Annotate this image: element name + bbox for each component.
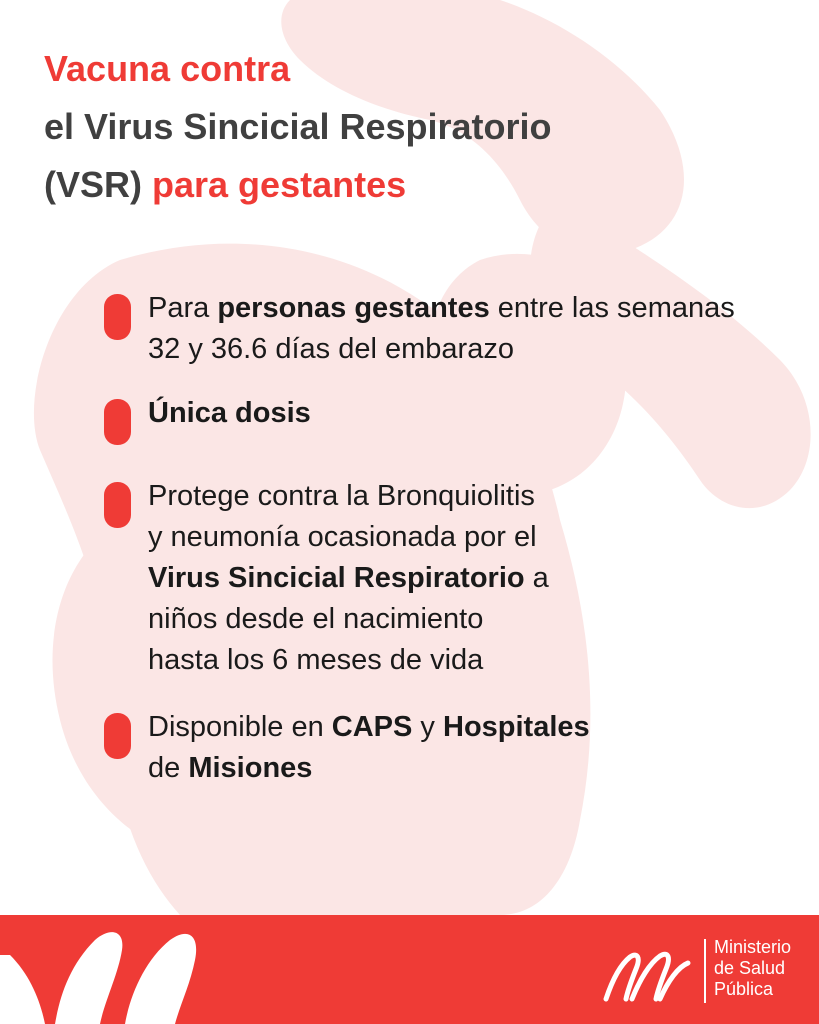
list-text-bold: Hospitales xyxy=(443,711,590,743)
ministry-name-line-3: Pública xyxy=(714,979,774,999)
ministry-name-line-1: Ministerio xyxy=(714,937,792,957)
list-text: entre las semanas 32 y 36.6 días del embarazo xyxy=(148,292,735,365)
ministry-name xyxy=(714,937,791,1000)
list-text-bold: Virus Sincicial Respiratorio xyxy=(148,562,525,594)
list-text-bold: CAPS xyxy=(331,711,413,743)
ministry-logo xyxy=(602,937,802,1007)
list-item-single-dose xyxy=(104,393,744,434)
bullet-marker xyxy=(104,294,131,340)
list-text: niños desde el nacimiento xyxy=(148,603,484,635)
info-list xyxy=(104,288,744,789)
list-text: a xyxy=(524,562,549,594)
list-text: y neumonía ocasionada por el xyxy=(148,521,537,553)
list-text: Disponible en xyxy=(148,711,332,743)
ministry-m-logo-icon xyxy=(602,937,697,1007)
title-line-2: el Virus Sincicial Respiratorio xyxy=(44,106,552,147)
footer-band xyxy=(0,915,819,1024)
list-text: Para xyxy=(148,292,218,324)
bullet-marker xyxy=(104,482,131,528)
list-text: hasta los 6 meses de vida xyxy=(148,644,484,676)
ministry-name-line-2: de Salud xyxy=(714,958,786,978)
bullet-marker xyxy=(104,713,131,759)
list-item-target-group xyxy=(104,288,744,370)
list-text: Protege contra la Bronquiolitis xyxy=(148,480,535,512)
bullet-marker xyxy=(104,399,131,445)
list-item-availability xyxy=(104,707,744,789)
logo-divider xyxy=(704,939,706,1003)
list-text-bold: Misiones xyxy=(188,752,313,784)
list-text-bold: personas gestantes xyxy=(217,292,490,324)
list-text-bold: Única dosis xyxy=(148,397,311,429)
page-title xyxy=(44,40,552,214)
title-line-1: Vacuna contra xyxy=(44,48,291,89)
decorative-m-shape-icon xyxy=(0,915,260,1024)
list-text: de xyxy=(148,752,189,784)
title-line-3-red: para gestantes xyxy=(152,164,407,205)
list-item-protection xyxy=(104,476,744,681)
title-line-3-dark: (VSR) xyxy=(44,164,142,205)
list-text: y xyxy=(412,711,443,743)
